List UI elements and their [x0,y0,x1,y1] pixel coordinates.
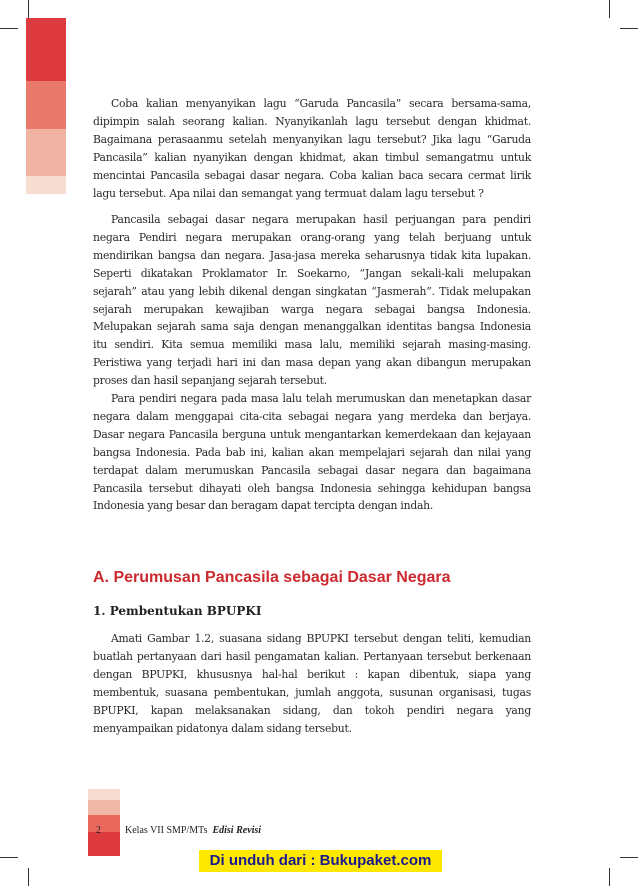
download-banner[interactable]: Di unduh dari : Bukupaket.com [199,850,442,872]
paragraph-3: Para pendiri negara pada masa lalu telah merumuskan dan menetapkan dasar negara dalam menggapai cita-cita sebagai negara yang merdeka dan berjaya. Dasar negara Pancasila berguna untuk mengantarkan kemerdekaan dan kejayaan bangsa Indonesia. Pada bab ini, kalian akan mempelajari sejarah dan nilai yang terdapat dalam merumuskan Pancasila sebagai dasar negara dan bagaimana Pancasila tersebut dihayati oleh bangsa Indonesia sehingga kehidupan bangsa Indonesia yang besar dan beragam dapat tercipta dengan indah. [93,392,531,513]
side-band-salmon [26,129,66,176]
section-heading: A. Perumusan Pancasila sebagai Dasar Negara [93,569,451,586]
side-band-red [26,18,66,81]
crop-mark [620,857,638,858]
page-number: 2 [96,825,101,836]
paragraph-2: Pancasila sebagai dasar negara merupakan hasil perjuangan para pendiri negara Pendiri negara merupakan orang-orang yang telah berjuang untuk mendirikan bangsa dan negara. Jasa-jasa mereka seharusnya tidak kita lupakan. Seperti dikatakan Proklamator Ir. Soekarno, “Jangan sekali-kali melupakan sejarah” atau yang lebih dikenal dengan singkatan “Jasmerah”. Tidak melupakan sejarah merupakan kewajiban warga negara sebagai bangsa Indonesia. Melupakan sejarah sama saja dengan menanggalkan identitas bangsa Indonesia itu sendiri. Kita semua memiliki masa lalu, memiliki sejarah masing-masing. Peristiwa yang terjadi hari ini dan masa depan yang akan dibangun merupakan proses dan hasil sepanjang sejarah tersebut. [93,213,531,388]
crop-mark [609,0,610,18]
paragraph-1: Coba kalian menyanyikan lagu “Garuda Pancasila” secara bersama-sama, dipimpin salah seorang kalian. Nyanyikanlah lagu tersebut dengan khidmat. Bagaimana perasaanmu setelah menyanyikan lagu tersebut? Jika lagu “Garuda Pancasila” kalian nyanyikan dengan khidmat, akan timbul semangatmu untuk mencintai Pancasila sebagai dasar negara. Coba kalian baca secara cermat lirik lagu tersebut. Apa nilai dan semangat yang termuat dalam lagu tersebut ? [93,97,531,200]
crop-mark [620,28,638,29]
crop-mark [28,868,29,886]
edition: Edisi Revisi [212,825,262,836]
crop-mark [0,857,18,858]
footer-band-red [88,832,120,856]
side-band-pale [26,176,66,194]
side-band-coral [26,81,66,129]
footer-title [125,825,261,836]
subsection-heading: 1. Pembentukan BPUPKI [93,604,262,618]
crop-mark [609,868,610,886]
crop-mark [28,0,29,18]
crop-mark [0,28,18,29]
book-title: Kelas VII SMP/MTs [125,825,208,836]
subsection-paragraph: Amati Gambar 1.2, suasana sidang BPUPKI tersebut dengan teliti, kemudian buatlah pertanyaan dari hasil pengamatan kalian. Pertanyaan tersebut berkenaan dengan BPUPKI, khususnya hal-hal berikut : kapan dibentuk, siapa yang membentuk, suasana pembentukan, jumlah anggota, susunan organisasi, tugas BPUPKI, kapan melaksanakan sidang, dan tokoh pendiri negara yang menyampaikan pidatonya dalam sidang tersebut. [93,632,531,735]
